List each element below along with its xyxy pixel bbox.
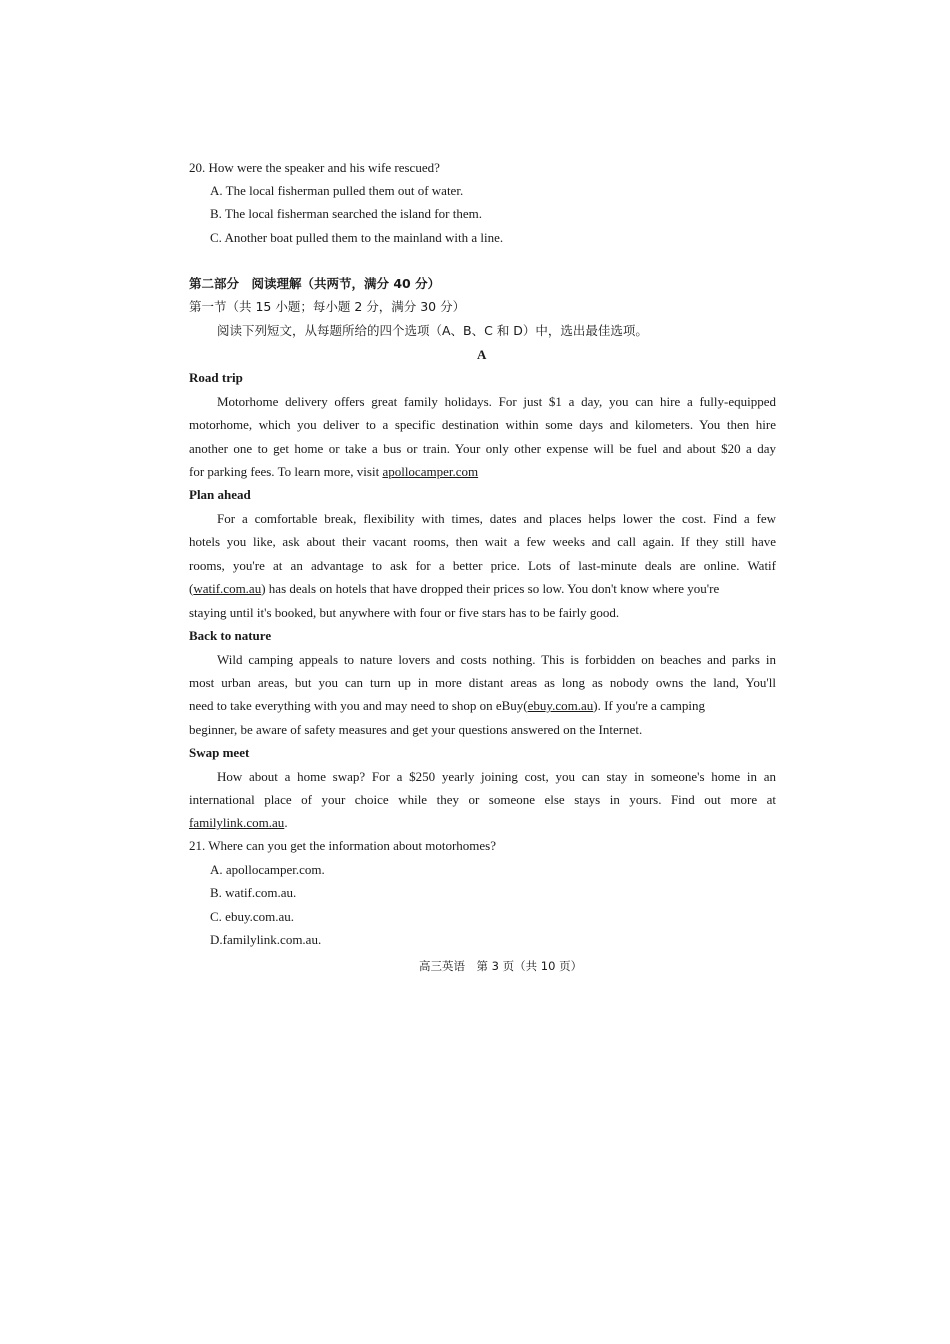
part2-heading: 第二部分 阅读理解（共两节，满分 40 分）: [189, 276, 441, 291]
apollocamper-link[interactable]: apollocamper.com: [382, 464, 479, 479]
q21-option-b: B. watif.com.au.: [210, 885, 297, 900]
watif-link[interactable]: watif.com.au: [193, 581, 262, 596]
question-21: 21. Where can you get the information about motorhomes?: [189, 838, 496, 853]
q21-option-a: A. apollocamper.com.: [210, 862, 325, 877]
swap-meet-line-1: How about a home swap? For a $250 yearly joining cost, you can stay in someone's home in an: [217, 769, 776, 784]
q21-option-c: C. ebuy.com.au.: [210, 909, 294, 924]
plan-ahead-line-4: [189, 581, 776, 597]
question-20: 20. How were the speaker and his wife rescued?: [189, 160, 440, 175]
section1-heading: 第一节（共 15 小题；每小题 2 分，满分 30 分）: [189, 299, 466, 314]
road-trip-line-2: motorhome, which you deliver to a specific destination within some days and kilometers. You then hire: [189, 417, 776, 432]
instructions: 阅读下列短文，从每题所给的四个选项（A、B、C 和 D）中，选出最佳选项。: [217, 323, 648, 338]
passage-label: A: [477, 347, 487, 362]
q20-option-c: C. Another boat pulled them to the mainland with a line.: [210, 230, 504, 245]
plan-ahead-line-1: For a comfortable break, flexibility with times, dates and places helps lower the cost. Find a few: [217, 511, 776, 526]
back-to-nature-line-4: beginner, be aware of safety measures and get your questions answered on the Internet.: [189, 722, 643, 737]
ebuy-link[interactable]: ebuy.com.au: [527, 698, 594, 713]
q20-option-b: B. The local fisherman searched the island for them.: [210, 206, 482, 221]
back-to-nature-line-3-post: ). If you're a camping: [593, 698, 705, 713]
road-trip-line-1: Motorhome delivery offers great family holidays. For just $1 a day, you can hire a fully-equipped: [217, 394, 776, 409]
back-to-nature-line-3-pre: need to take everything with you and may need to shop on eBuy(: [189, 698, 528, 713]
plan-ahead-line-4-pre: (: [189, 581, 194, 596]
plan-ahead-line-2: hotels you like, ask about their vacant rooms, then wait a few weeks and call again. If they still have: [189, 534, 776, 549]
q21-option-d: D.familylink.com.au.: [210, 932, 322, 947]
plan-ahead-title: Plan ahead: [189, 487, 251, 502]
familylink-link[interactable]: familylink.com.au: [189, 815, 285, 830]
back-to-nature-line-2: most urban areas, but you can turn up in more distant areas as long as nobody owns the land, You'll: [189, 675, 776, 690]
swap-meet-line-3: [189, 815, 288, 831]
q20-option-a: A. The local fisherman pulled them out of water.: [210, 183, 464, 198]
plan-ahead-line-4-post: ) has deals on hotels that have dropped their prices so low. You don't know where you're: [261, 581, 720, 596]
back-to-nature-line-3: [189, 698, 705, 714]
road-trip-title: Road trip: [189, 370, 243, 385]
back-to-nature-title: Back to nature: [189, 628, 272, 643]
road-trip-line-3: another one to get home or take a bus or train. Your only other expense will be fuel and about $20 a day: [189, 441, 776, 456]
swap-meet-title: Swap meet: [189, 745, 250, 760]
road-trip-line-4: [189, 464, 478, 480]
swap-meet-line-2: international place of your choice while they or someone else stays in yours. Find out more at: [189, 792, 776, 807]
swap-meet-line-3-tail: .: [284, 815, 288, 830]
page-footer: 高三英语 第 3 页（共 10 页）: [419, 959, 583, 973]
back-to-nature-line-1: Wild camping appeals to nature lovers and costs nothing. This is forbidden on beaches and parks in: [217, 652, 776, 667]
plan-ahead-line-5: staying until it's booked, but anywhere with four or five stars has to be fairly good.: [189, 605, 620, 620]
plan-ahead-line-3: rooms, you're at an advantage to ask for a better price. Lots of last-minute deals are online. Watif: [189, 558, 776, 573]
road-trip-line-4-text: for parking fees. To learn more, visit: [189, 464, 383, 479]
